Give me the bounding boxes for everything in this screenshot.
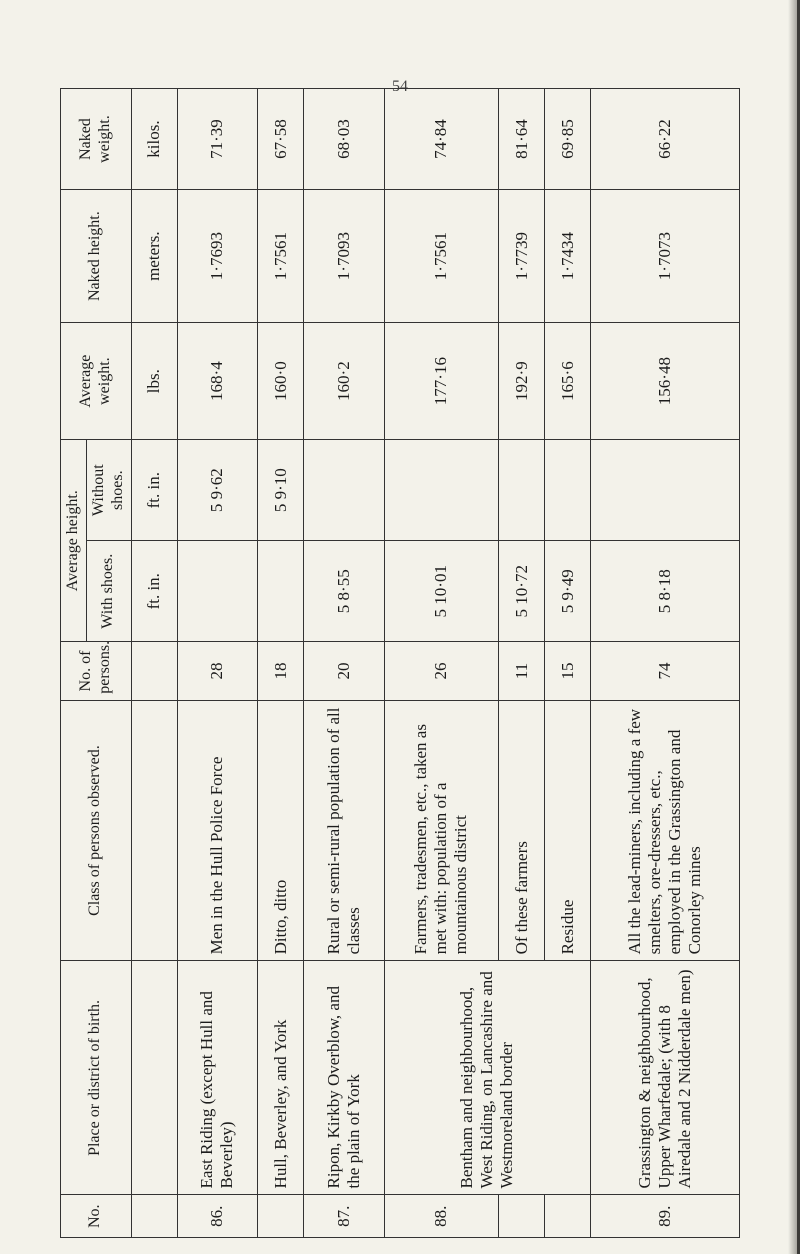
cell-with-shoes: 5 9·49	[545, 541, 591, 642]
cell-naked-weight: 67·58	[258, 89, 304, 190]
cell-naked-weight: 66·22	[591, 89, 740, 190]
unit-naked-height: meters.	[131, 190, 177, 323]
header-row-1	[61, 89, 87, 1238]
cell-with-shoes: 5 8·55	[304, 541, 384, 642]
cell-num-persons: 15	[545, 642, 591, 701]
table-row	[591, 89, 740, 1238]
cell-naked-weight: 69·85	[545, 89, 591, 190]
cell-place: Ripon, Kirkby Overblow, and the plain of York	[304, 961, 384, 1195]
cell-with-shoes	[258, 541, 304, 642]
header-num-persons: No. of persons.	[61, 642, 132, 701]
cell-average-weight: 177·16	[384, 323, 499, 440]
cell-class: Ditto, ditto	[258, 700, 304, 961]
cell-num-persons: 26	[384, 642, 499, 701]
cell-with-shoes: 5 10·72	[499, 541, 545, 642]
cell-average-weight: 160·2	[304, 323, 384, 440]
cell-no: 86.	[177, 1195, 257, 1238]
cell-place: Bentham and neighbourhood, West Riding, on Lancashire and Westmoreland border	[384, 961, 591, 1195]
table-row	[304, 89, 384, 1238]
cell-without-shoes	[384, 440, 499, 541]
unit-average-weight: lbs.	[131, 323, 177, 440]
cell-place: East Riding (except Hull and Beverley)	[177, 961, 257, 1195]
cell-naked-height: 1·7739	[499, 190, 545, 323]
cell-with-shoes: 5 8·18	[591, 541, 740, 642]
cell-naked-height: 1·7073	[591, 190, 740, 323]
cell-average-weight: 192·9	[499, 323, 545, 440]
cell-without-shoes	[499, 440, 545, 541]
header-naked-weight: Naked weight.	[61, 89, 132, 190]
cell-num-persons: 20	[304, 642, 384, 701]
cell-naked-weight: 68·03	[304, 89, 384, 190]
unit-without-shoes: ft. in.	[131, 440, 177, 541]
cell-average-weight: 160·0	[258, 323, 304, 440]
cell-num-persons: 11	[499, 642, 545, 701]
header-average-height: Average height.	[61, 440, 87, 642]
cell-average-weight: 165·6	[545, 323, 591, 440]
cell-no: 89.	[591, 1195, 740, 1238]
header-no: No.	[61, 1195, 132, 1238]
table-row	[177, 89, 257, 1238]
cell-class: Of these farmers	[499, 700, 545, 961]
header-with-shoes: With shoes.	[86, 541, 131, 642]
statistics-table	[60, 88, 740, 1238]
header-class: Class of persons observed.	[61, 700, 132, 961]
cell-class: All the lead-miners, including a few smelters, ore-dressers, etc., employed in the Grassington and Conorley mines	[591, 700, 740, 961]
cell-naked-height: 1·7093	[304, 190, 384, 323]
cell-place: Grassington & neighbourhood, Upper Wharfedale; (with 8 Airedale and 2 Nidderdale men)	[591, 961, 740, 1195]
cell-num-persons: 28	[177, 642, 257, 701]
cell-no	[499, 1195, 545, 1238]
cell-naked-height: 1·7693	[177, 190, 257, 323]
cell-place: Hull, Beverley, and York	[258, 961, 304, 1195]
unit-with-shoes: ft. in.	[131, 541, 177, 642]
cell-with-shoes	[177, 541, 257, 642]
cell-without-shoes: 5 9·10	[258, 440, 304, 541]
cell-without-shoes: 5 9·62	[177, 440, 257, 541]
cell-class: Residue	[545, 700, 591, 961]
cell-naked-weight: 81·64	[499, 89, 545, 190]
unit-naked-weight: kilos.	[131, 89, 177, 190]
cell-class: Men in the Hull Police Force	[177, 700, 257, 961]
cell-with-shoes: 5 10·01	[384, 541, 499, 642]
cell-num-persons: 74	[591, 642, 740, 701]
cell-naked-weight: 71·39	[177, 89, 257, 190]
cell-class: Farmers, tradesmen, etc., taken as met with: population of a mountainous district	[384, 700, 499, 961]
rotated-table-container	[60, 88, 740, 1238]
cell-no	[545, 1195, 591, 1238]
table-row	[258, 89, 304, 1238]
cell-average-weight: 156·48	[591, 323, 740, 440]
header-place: Place or district of birth.	[61, 961, 132, 1195]
header-without-shoes: Without shoes.	[86, 440, 131, 541]
header-naked-height: Naked height.	[61, 190, 132, 323]
cell-no: 87.	[304, 1195, 384, 1238]
table-row	[384, 89, 499, 1238]
page-number: 54	[392, 78, 408, 95]
units-row	[131, 89, 177, 1238]
cell-without-shoes	[591, 440, 740, 541]
cell-no: 88.	[384, 1195, 499, 1238]
cell-num-persons: 18	[258, 642, 304, 701]
cell-naked-height: 1·7561	[258, 190, 304, 323]
header-average-weight: Average weight.	[61, 323, 132, 440]
cell-without-shoes	[304, 440, 384, 541]
cell-class: Rural or semi-rural population of all classes	[304, 700, 384, 961]
cell-average-weight: 168·4	[177, 323, 257, 440]
cell-naked-height: 1·7434	[545, 190, 591, 323]
cell-no	[258, 1195, 304, 1238]
cell-naked-weight: 74·84	[384, 89, 499, 190]
cell-naked-height: 1·7561	[384, 190, 499, 323]
cell-without-shoes	[545, 440, 591, 541]
table-body	[131, 89, 739, 1238]
